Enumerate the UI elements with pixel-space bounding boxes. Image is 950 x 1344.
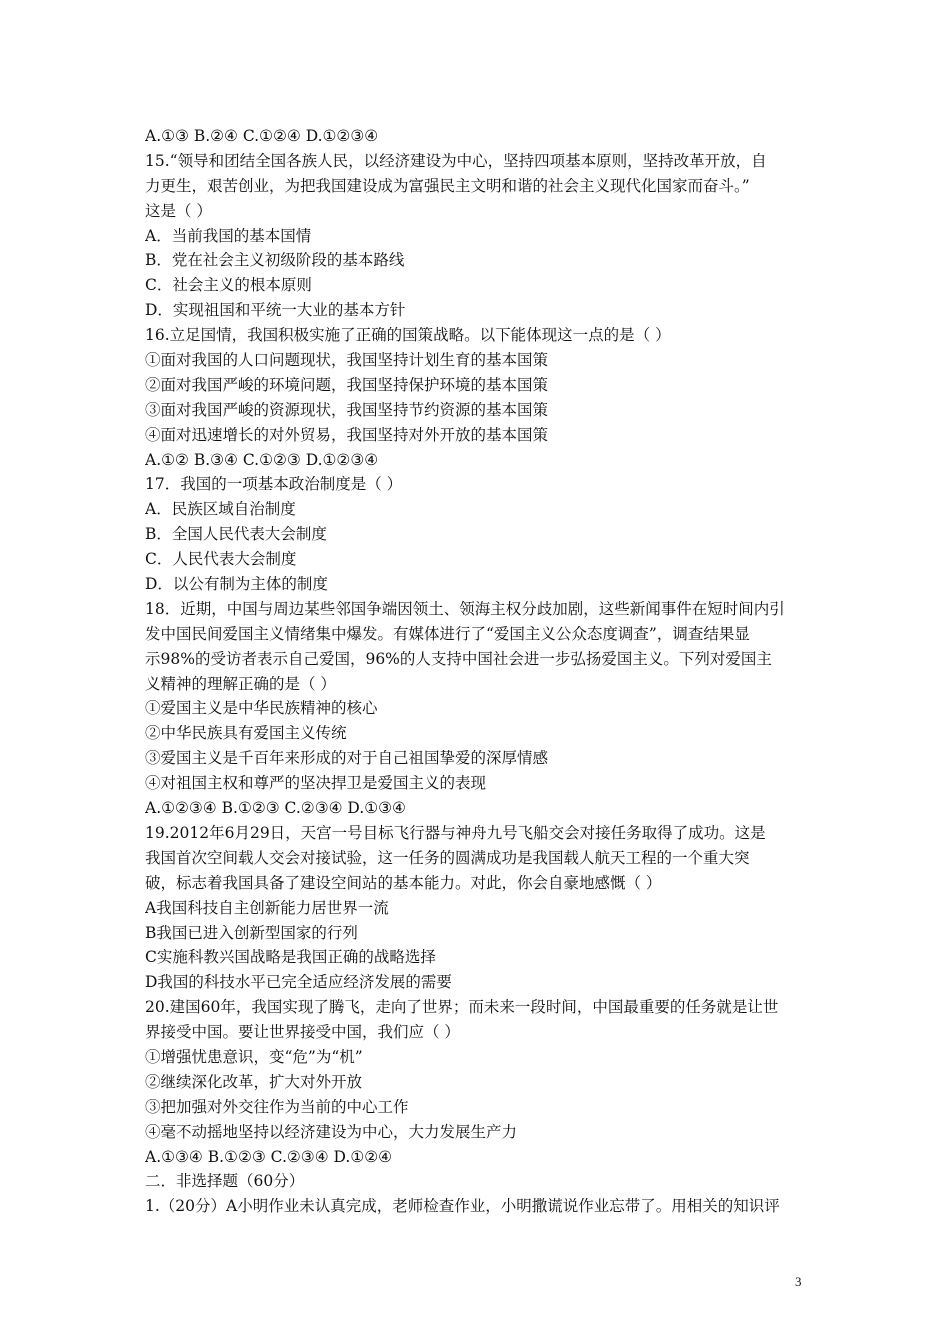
statement-line: ④毫不动摇地坚持以经济建设为中心，大力发展生产力	[145, 1122, 518, 1141]
question-18-stem: 18．近期，中国与周边某些邻国争端因领土、领海主权分歧加剧，这些新闻事件在短时间内引	[145, 599, 785, 618]
statement-line: ②中华民族具有爱国主义传统	[145, 724, 347, 743]
option-line: D我国的科技水平已完全适应经济发展的需要	[145, 973, 452, 992]
statement-line: ③面对我国严峻的资源现状，我国坚持节约资源的基本国策	[145, 400, 549, 419]
answer-options: A.①②③④ B.①②③ C.②③④ D.①③④	[145, 799, 406, 818]
statement-line: ③把加强对外交往作为当前的中心工作	[145, 1097, 409, 1116]
text-line: 义精神的理解正确的是（ ）	[145, 674, 336, 693]
option-line: B．全国人民代表大会制度	[145, 525, 327, 544]
question-16-stem: 16.立足国情，我国积极实施了正确的国策战略。以下能体现这一点的是（ ）	[145, 326, 671, 345]
question-1-stem: 1.（20分）A小明作业未认真完成，老师检查作业，小明撒谎说作业忘带了。用相关的知识评	[145, 1197, 780, 1216]
answer-options: A.①③④ B.①②③ C.②③④ D.①②④	[145, 1147, 393, 1166]
question-17-stem: 17．我国的一项基本政治制度是（ ）	[145, 475, 403, 494]
statement-line: ①面对我国的人口问题现状，我国坚持计划生育的基本国策	[145, 351, 549, 370]
statement-line: ①爱国主义是中华民族精神的核心	[145, 699, 378, 718]
statement-line: ①增强忧患意识，变“危”为“机”	[145, 1047, 363, 1066]
option-line: D．以公有制为主体的制度	[145, 575, 328, 594]
text-line: 这是（ ）	[145, 201, 212, 220]
option-line: A．民族区域自治制度	[145, 500, 296, 519]
text-line: 界接受中国。要让世界接受中国，我们应（ ）	[145, 1023, 460, 1042]
statement-line: ②继续深化改革，扩大对外开放	[145, 1072, 363, 1091]
document-page	[145, 124, 810, 1219]
question-15-stem: 15.“领导和团结全国各族人民，以经济建设为中心，坚持四项基本原则，坚持改革开放，自	[145, 151, 767, 170]
option-line: B我国已进入创新型国家的行列	[145, 923, 358, 942]
option-line: C实施科教兴国战略是我国正确的战略选择	[145, 948, 436, 967]
option-line: C．社会主义的根本原则	[145, 276, 312, 295]
section-heading: 二．非选择题（60分）	[145, 1172, 305, 1191]
question-19-stem: 19.2012年6月29日，天宫一号目标飞行器与神舟九号飞船交会对接任务取得了成功。这是	[145, 823, 766, 842]
statement-line: ④面对迅速增长的对外贸易，我国坚持对外开放的基本国策	[145, 425, 549, 444]
answer-options: A.①② B.③④ C.①②③ D.①②③④	[145, 450, 379, 469]
text-line: 发中国民间爱国主义情绪集中爆发。有媒体进行了“爱国主义公众态度调查”，调查结果显	[145, 624, 750, 643]
text-line: 我国首次空间载人交会对接试验，这一任务的圆满成功是我国载人航天工程的一个重大突	[145, 848, 750, 867]
statement-line: ②面对我国严峻的环境问题，我国坚持保护环境的基本国策	[145, 375, 549, 394]
option-line: A我国科技自主创新能力居世界一流	[145, 898, 389, 917]
question-20-stem: 20.建国60年，我国实现了腾飞，走向了世界；而未来一段时间，中国最重要的任务就是让世	[145, 998, 779, 1017]
option-line: D．实现祖国和平统一大业的基本方针	[145, 301, 406, 320]
page-number: 3	[795, 1274, 802, 1289]
text-line: 示98%的受访者表示自己爱国，96%的人支持中国社会进一步弘扬爱国主义。下列对爱国主	[145, 649, 772, 668]
option-line: B．党在社会主义初级阶段的基本路线	[145, 251, 405, 270]
statement-line: ④对祖国主权和尊严的坚决捍卫是爱国主义的表现	[145, 774, 487, 793]
text-line: A.①③ B.②④ C.①②④ D.①②③④	[145, 127, 379, 145]
text-line: 破，标志着我国具备了建设空间站的基本能力。对此，你会自豪地感慨（ ）	[145, 873, 662, 892]
option-line: A．当前我国的基本国情	[145, 226, 312, 245]
statement-line: ③爱国主义是千百年来形成的对于自己祖国挚爱的深厚情感	[145, 749, 549, 768]
option-line: C．人民代表大会制度	[145, 550, 297, 569]
text-line: 力更生，艰苦创业，为把我国建设成为富强民主文明和谐的社会主义现代化国家而奋斗。”	[145, 176, 750, 195]
